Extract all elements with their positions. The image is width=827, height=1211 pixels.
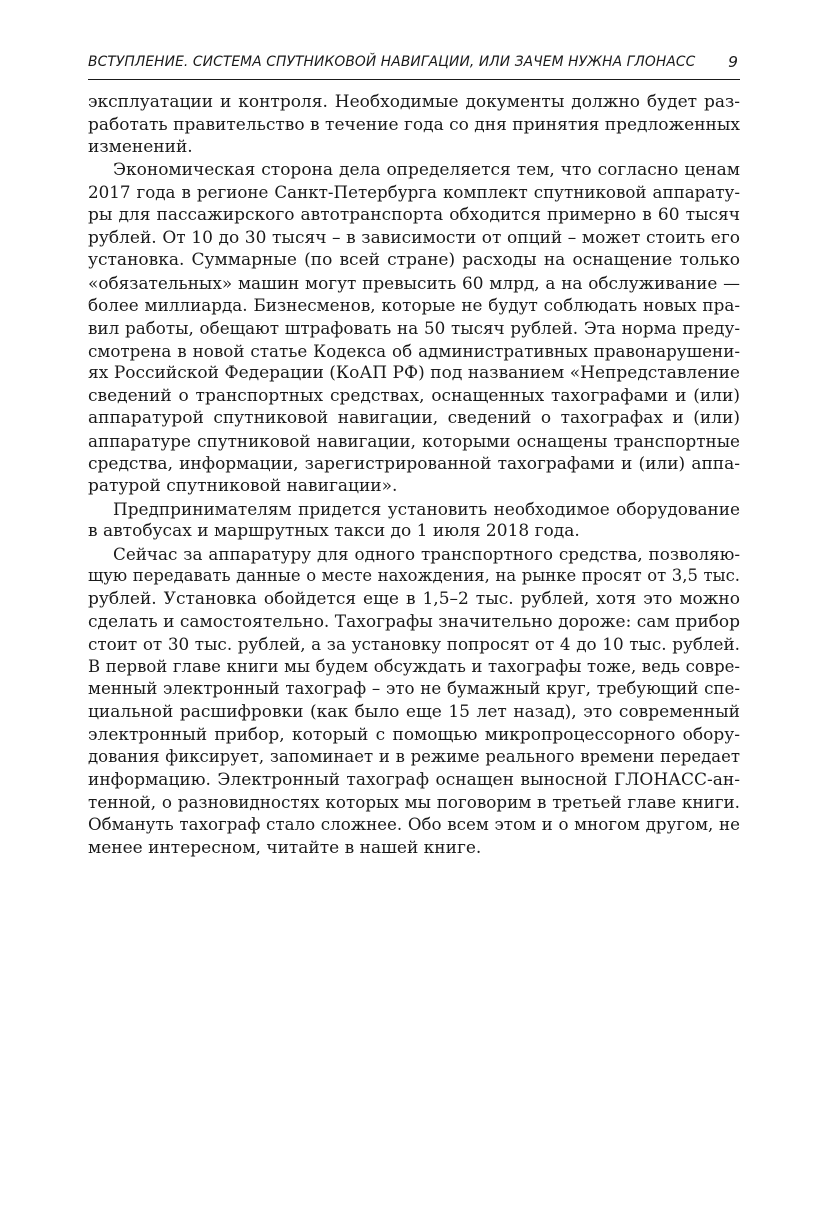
text-line: менее интересном, читайте в нашей книге. xyxy=(88,837,482,858)
text-line: работать правительство в течение года со дня принятия предложенных xyxy=(88,114,740,135)
text-line: ратурой спутниковой навигации». xyxy=(88,476,398,497)
body-text xyxy=(88,91,740,859)
text-line: менный электронный тахограф – это не бумажный круг, требующий спе- xyxy=(88,679,740,699)
text-line: Предпринимателям придется установить необходимое оборудование xyxy=(113,498,740,519)
text-line: смотрена в новой статье Кодекса об административных правонарушени- xyxy=(88,340,740,361)
text-line: Экономическая сторона дела определяется тем, что согласно ценам xyxy=(113,159,740,180)
text-line: вил работы, обещают штрафовать на 50 тысяч рублей. Эта норма преду- xyxy=(88,317,740,338)
text-line: циальной расшифровки (как было еще 15 лет назад), это современный xyxy=(88,702,740,723)
text-line: средства, информации, зарегистрированной тахографами и (или) аппа- xyxy=(88,453,740,474)
header-divider xyxy=(88,79,740,80)
text-line: 2017 года в регионе Санкт-Петербурга комплект спутниковой аппарату- xyxy=(88,182,740,203)
text-line: Сейчас за аппаратуру для одного транспортного средства, позволяю- xyxy=(113,543,740,564)
text-line: рублей. От 10 до 30 тысяч – в зависимости от опций – может стоить его xyxy=(88,227,740,248)
paragraph xyxy=(88,498,740,543)
text-line: щую передавать данные о месте нахождения, на рынке просят от 3,5 тыс. xyxy=(88,566,740,586)
page-number: 9 xyxy=(728,53,738,71)
text-line: более миллиарда. Бизнесменов, которые не будут соблюдать новых пра- xyxy=(88,295,740,316)
text-line: ры для пассажирского автотранспорта обходится примерно в 60 тысяч xyxy=(88,204,740,225)
text-line: в автобусах и маршрутных такси до 1 июля 2018 года. xyxy=(88,521,580,542)
text-line: аппаратуре спутниковой навигации, которыми оснащены транспортные xyxy=(88,430,740,451)
text-line: рублей. Установка обойдется еще в 1,5–2 тыс. рублей, хотя это можно xyxy=(88,589,740,610)
text-line: ях Российской Федерации (КоАП РФ) под названием «Непредставление xyxy=(88,363,740,384)
text-line: тенной, о разновидностях которых мы поговорим в третьей главе книги. xyxy=(88,792,740,813)
text-line: «обязательных» машин могут превысить 60 млрд, а на обслуживание — xyxy=(88,272,740,293)
text-line: В первой главе книги мы будем обсуждать и тахографы тоже, ведь совре- xyxy=(88,656,740,676)
running-header xyxy=(88,52,740,78)
paragraph xyxy=(88,159,740,498)
text-line: дования фиксирует, запоминает и в режиме реального времени передает xyxy=(88,747,740,767)
text-line: стоит от 30 тыс. рублей, а за установку попросят от 4 до 10 тыс. рублей. xyxy=(88,634,740,655)
text-line: установка. Суммарные (по всей стране) расходы на оснащение только xyxy=(88,250,740,271)
text-line: аппаратурой спутниковой навигации, сведений о тахографах и (или) xyxy=(88,408,740,429)
text-line: изменений. xyxy=(88,137,193,158)
paragraph xyxy=(88,543,740,859)
text-line: сделать и самостоятельно. Тахографы значительно дороже: сам прибор xyxy=(88,611,740,632)
running-header-title: ВСТУПЛЕНИЕ. СИСТЕМА СПУТНИКОВОЙ НАВИГАЦИИ, ИЛИ ЗАЧЕМ НУЖНА ГЛОНАСС xyxy=(88,54,696,70)
paragraph xyxy=(88,91,740,159)
text-line: эксплуатации и контроля. Необходимые документы должно будет раз- xyxy=(88,92,740,112)
text-line: электронный прибор, который с помощью микропроцессорного обору- xyxy=(88,724,740,745)
text-line: информацию. Электронный тахограф оснащен выносной ГЛОНАСС-ан- xyxy=(88,769,740,790)
text-line: Обмануть тахограф стало сложнее. Обо всем этом и о многом другом, не xyxy=(88,815,740,834)
text-line: сведений о транспортных средствах, оснащенных тахографами и (или) xyxy=(88,385,740,406)
